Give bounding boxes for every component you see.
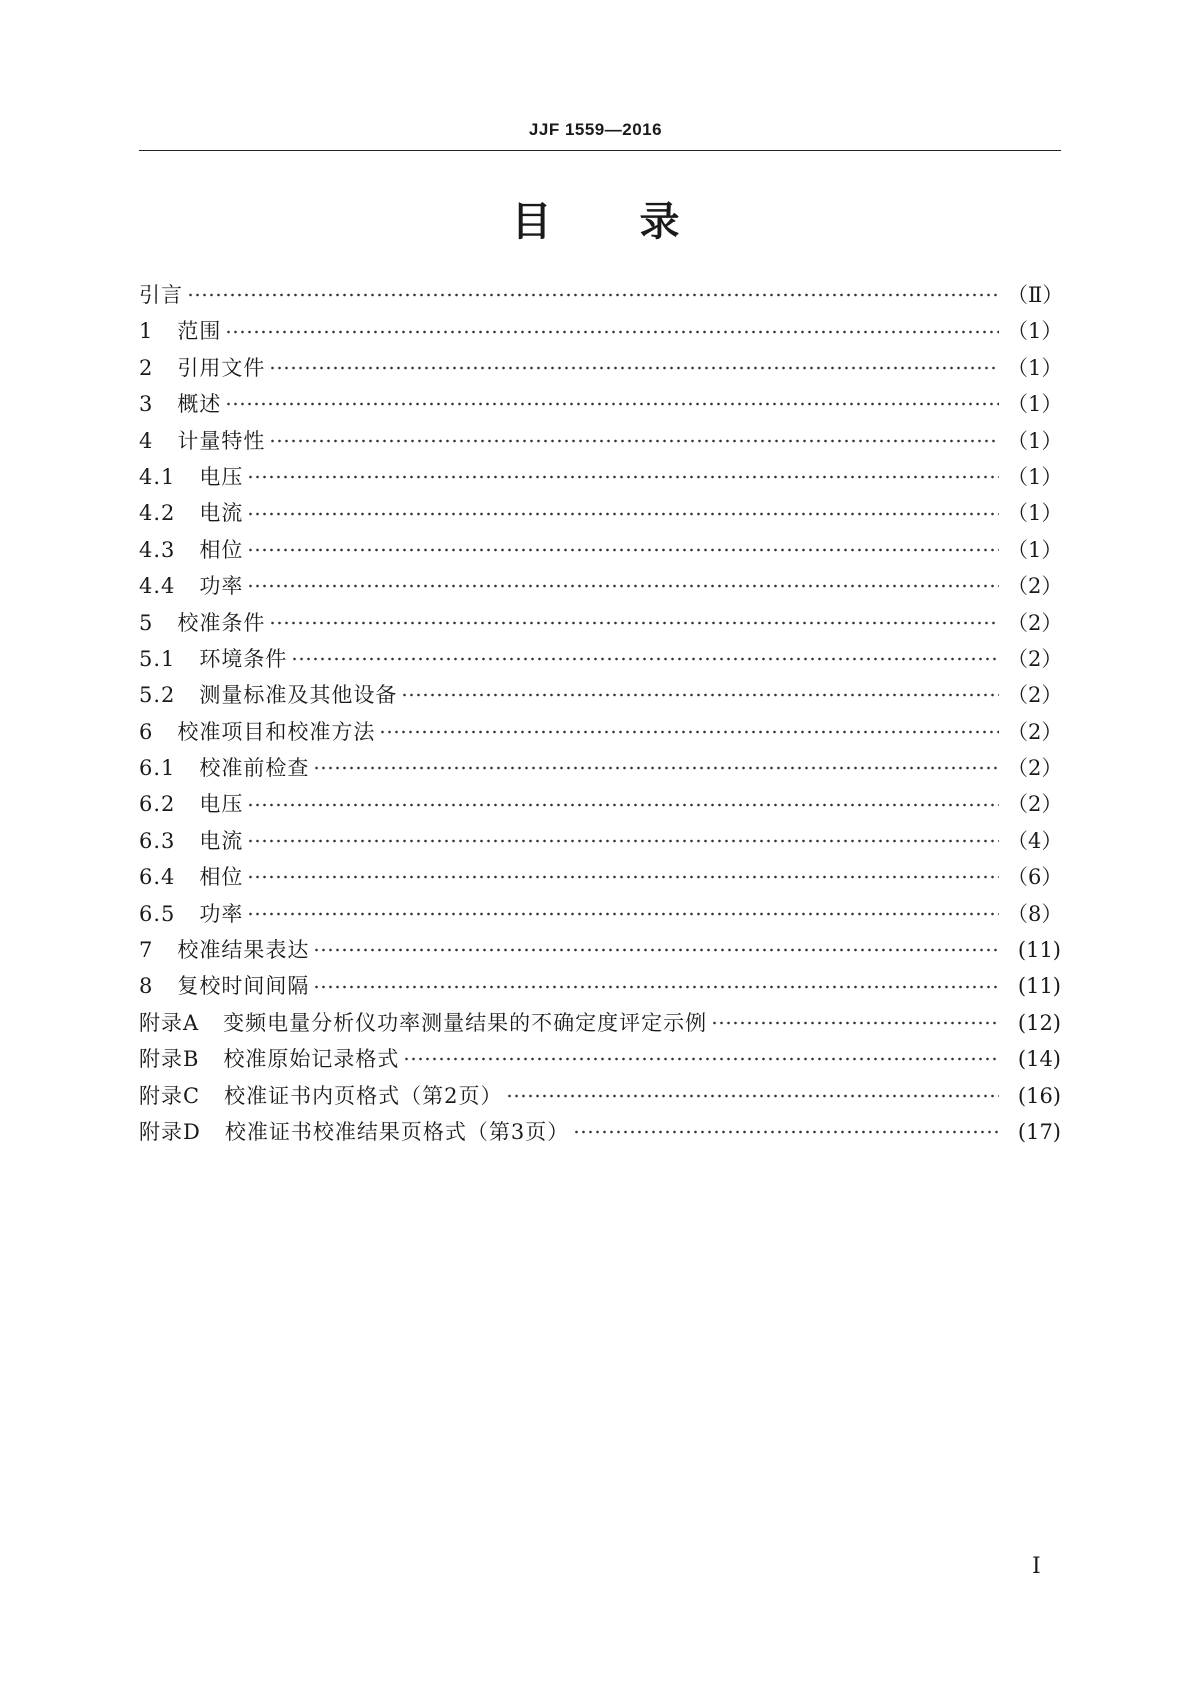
toc-entry: [139, 823, 1061, 859]
toc-entry-number: 附录D: [139, 1119, 201, 1144]
toc-entry: [139, 459, 1061, 495]
toc-entry: [139, 714, 1061, 750]
toc-entry-title: 引言: [139, 283, 183, 307]
dot-leader: [269, 620, 999, 626]
toc-entry-page: （1）: [1007, 537, 1063, 562]
toc-entry: [139, 277, 1064, 313]
toc-entry-title: 校准结果表达: [177, 938, 310, 963]
toc-entry: [139, 495, 1061, 531]
toc-entry-page: （2）: [1007, 792, 1063, 817]
toc-entry-number: 6.5: [139, 901, 176, 926]
toc-entry: [139, 423, 1061, 459]
dot-leader: [247, 474, 999, 480]
toc-entry: [139, 968, 1061, 1004]
dot-leader: [313, 947, 999, 953]
toc-entry-page: （6）: [1007, 865, 1063, 890]
toc-entry-page: （4）: [1007, 828, 1063, 853]
toc-entry-title: 测量标准及其他设备: [199, 683, 398, 708]
toc-entry-number: 6.3: [139, 828, 176, 853]
toc-entry-number: 附录A: [139, 1010, 200, 1035]
toc-entry-title: 校准条件: [177, 610, 266, 635]
toc-entry: [139, 750, 1061, 786]
toc-entry-title: 电压: [199, 792, 244, 817]
toc-entry-number: 5.2: [139, 683, 176, 708]
toc-entry-title: 校准证书校准结果页格式（第3页）: [224, 1119, 570, 1144]
toc-entry-page: （1）: [1007, 428, 1063, 453]
toc-entry-title: 复校时间间隔: [177, 974, 310, 999]
toc-entry: [139, 386, 1061, 422]
dot-leader: [247, 874, 999, 880]
dot-leader: [247, 838, 999, 844]
toc-entry-number: 附录B: [139, 1047, 200, 1072]
toc-entry-page: （2）: [1007, 574, 1063, 599]
toc-entry-number: 4: [139, 428, 154, 453]
dot-leader: [506, 1093, 999, 1099]
toc-entry-number: 1: [139, 319, 154, 344]
toc-entry: [139, 896, 1061, 932]
dot-leader: [313, 765, 999, 771]
toc-entry-page: (14): [1017, 1047, 1061, 1072]
toc-entry-page: (16): [1017, 1083, 1061, 1108]
dot-leader: [269, 365, 999, 371]
dot-leader: [313, 984, 999, 990]
toc-entry: [139, 859, 1061, 895]
toc-entry-page: （2）: [1007, 683, 1063, 708]
toc-entry-number: 4.2: [139, 501, 176, 526]
toc-entry-page: （1）: [1007, 464, 1063, 489]
toc-entry-title: 相位: [199, 537, 244, 562]
toc-entry-page: (17): [1017, 1119, 1061, 1144]
toc-entry: [139, 677, 1061, 713]
toc-entry-title: 电流: [199, 828, 244, 853]
toc-entry-page: (11): [1017, 938, 1061, 963]
toc-entry-page: （2）: [1007, 646, 1063, 671]
toc-entry-number: 4.4: [139, 574, 176, 599]
page-number: I: [1032, 1554, 1041, 1579]
toc-entry-title: 计量特性: [177, 428, 266, 453]
toc-entry-number: 6.4: [139, 865, 176, 890]
toc-entry: [139, 605, 1061, 641]
page-title: 目 录: [511, 198, 680, 245]
toc-entry-title: 环境条件: [199, 646, 288, 671]
toc-entry: [139, 568, 1061, 604]
toc-entry-page: （1）: [1007, 355, 1063, 380]
toc-entry-title: 引用文件: [177, 355, 266, 380]
toc-entry-title: 电流: [199, 501, 244, 526]
dot-leader: [247, 583, 999, 589]
toc-entry-page: (11): [1017, 974, 1061, 999]
dot-leader: [269, 438, 999, 444]
toc-entry-number: 8: [139, 974, 154, 999]
toc-entry: [139, 786, 1061, 822]
toc-entry: [139, 1005, 1061, 1041]
toc-entry-number: 6.2: [139, 792, 176, 817]
toc-entry: [139, 350, 1061, 386]
toc-entry-number: 3: [139, 392, 154, 417]
toc-entry-page: （2）: [1007, 610, 1063, 635]
toc-entry-page: （2）: [1007, 719, 1063, 744]
toc-entry-page: （2）: [1007, 756, 1063, 781]
dot-leader: [403, 1056, 999, 1062]
dot-leader: [225, 401, 999, 407]
toc-entry: [139, 313, 1061, 349]
dot-leader: [711, 1020, 999, 1026]
toc-entry-number: 6.1: [139, 756, 176, 781]
toc-entry-number: 4.3: [139, 537, 176, 562]
toc-entry-title: 校准项目和校准方法: [177, 719, 376, 744]
dot-leader: [225, 329, 999, 335]
dot-leader: [247, 911, 999, 917]
dot-leader: [401, 692, 999, 698]
toc-entry-page: （Ⅱ）: [1007, 283, 1064, 307]
header-rule: [139, 150, 1061, 151]
dot-leader: [247, 511, 999, 517]
toc-entry-title: 功率: [199, 574, 244, 599]
toc-entry-page: (12): [1017, 1010, 1061, 1035]
toc-entry-title: 相位: [199, 865, 244, 890]
table-of-contents: [139, 277, 1064, 1150]
toc-entry-title: 校准原始记录格式: [223, 1047, 400, 1072]
toc-entry-number: 7: [139, 938, 154, 963]
dot-leader: [247, 547, 999, 553]
toc-entry: [139, 932, 1061, 968]
toc-entry-page: （8）: [1007, 901, 1063, 926]
toc-entry-title: 电压: [199, 464, 244, 489]
dot-leader: [379, 729, 999, 735]
toc-entry-title: 范围: [177, 319, 222, 344]
toc-entry-number: 6: [139, 719, 154, 744]
dot-leader: [187, 292, 999, 298]
dot-leader: [573, 1129, 999, 1135]
toc-entry-title: 校准前检查: [199, 756, 310, 781]
toc-entry: [139, 1041, 1061, 1077]
toc-entry-title: 变频电量分析仪功率测量结果的不确定度评定示例: [223, 1010, 708, 1035]
toc-entry-title: 功率: [199, 901, 244, 926]
toc-entry-title: 校准证书内页格式（第2页）: [224, 1083, 503, 1108]
toc-entry: [139, 1078, 1061, 1114]
toc-entry-page: （1）: [1007, 392, 1063, 417]
toc-entry-number: 附录C: [139, 1083, 201, 1108]
dot-leader: [247, 802, 999, 808]
toc-entry-page: （1）: [1007, 319, 1063, 344]
toc-entry: [139, 532, 1061, 568]
toc-entry-number: 5.1: [139, 646, 176, 671]
toc-entry-number: 2: [139, 355, 154, 380]
dot-leader: [291, 656, 999, 662]
toc-entry: [139, 641, 1061, 677]
toc-entry-title: 概述: [177, 392, 222, 417]
toc-entry-page: （1）: [1007, 501, 1063, 526]
standard-code-header: JJF 1559—2016: [528, 120, 663, 139]
toc-entry-number: 5: [139, 610, 154, 635]
toc-entry: [139, 1114, 1061, 1150]
toc-entry-number: 4.1: [139, 464, 176, 489]
